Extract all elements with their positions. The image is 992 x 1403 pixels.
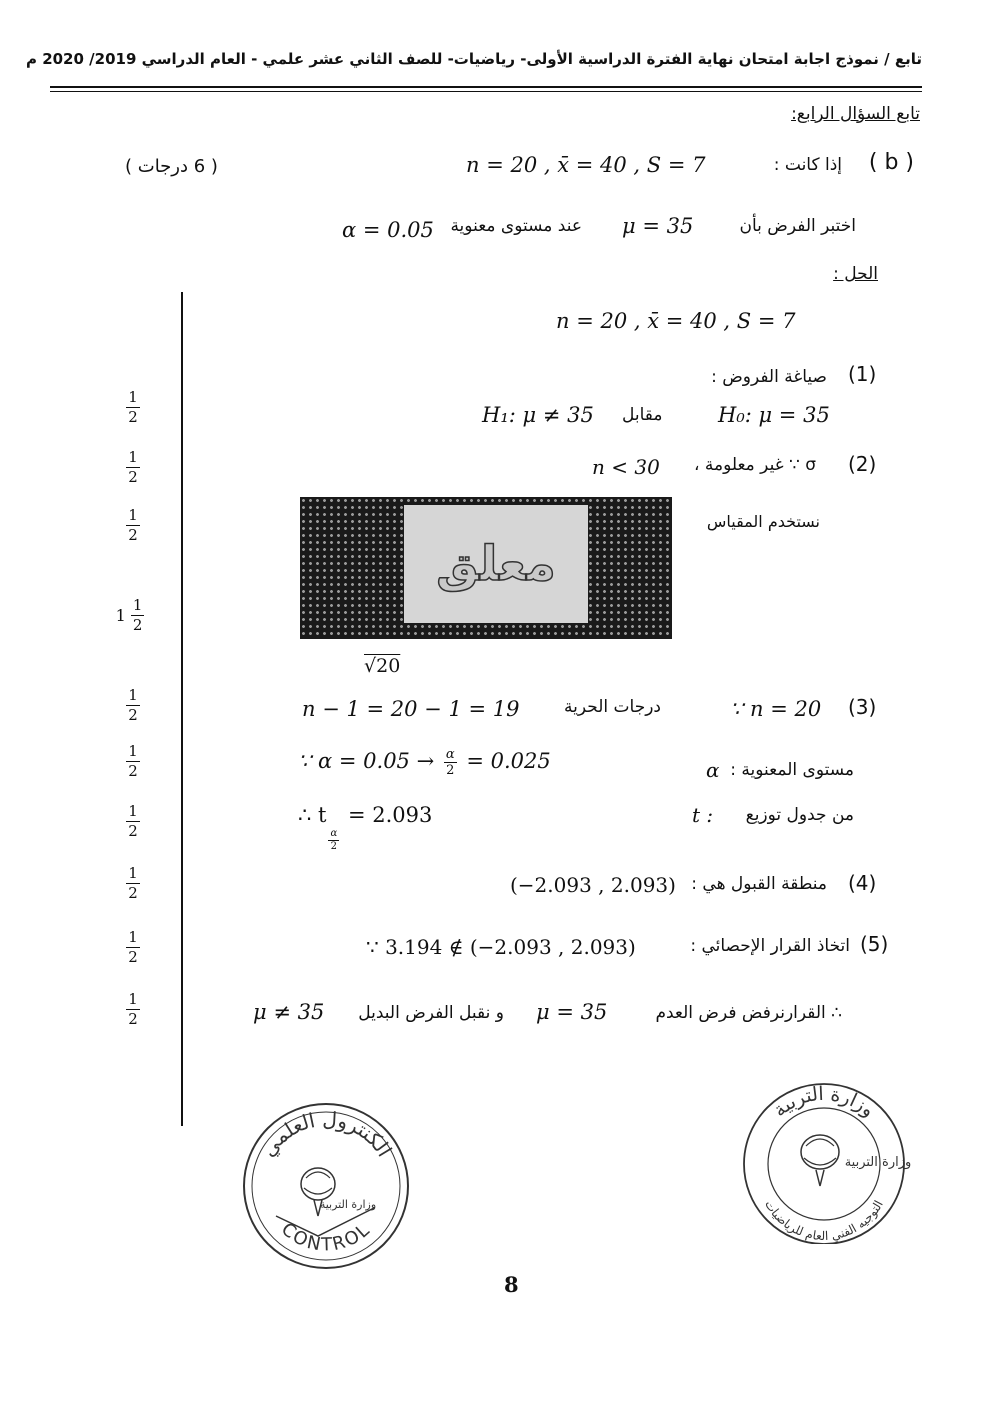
t-sub-den: 2 — [330, 841, 338, 852]
question-alpha: α = 0.05 — [342, 218, 434, 242]
t-subscript-fraction — [328, 829, 339, 852]
grade-2: $\frac{1}{2}$ — [128, 448, 138, 486]
step2-use: نستخدم المقياس — [706, 512, 820, 531]
page-number: 8 — [504, 1272, 519, 1297]
step5-number: (5) — [860, 932, 889, 956]
alpha-half-fraction — [444, 748, 457, 777]
redaction-label: معلق — [436, 536, 556, 592]
conclusion-mu: μ = 35 — [536, 1000, 608, 1024]
solution-label: الحل : — [833, 264, 878, 284]
step1-text: صياغة الفروض : — [711, 367, 827, 387]
redaction-block — [300, 497, 672, 639]
t-prefix: ∴ t — [298, 803, 327, 827]
alpha-symbol: α — [706, 758, 720, 782]
question-marks: ( 6 درجات ) — [125, 156, 218, 177]
svg-text:وزارة التربية — [769, 1083, 879, 1121]
control-stamp — [236, 1096, 416, 1274]
ministry-stamp-top-text: وزارة التربية — [768, 1082, 880, 1122]
control-stamp-ministry-text: وزارة التربية — [319, 1198, 377, 1211]
step2-text: σ ∵ غير معلومة ، — [693, 455, 816, 475]
grade-4: 1 $\frac{1}{2}$ — [115, 596, 143, 634]
h0: H₀: μ = 35 — [718, 403, 830, 427]
h1: H₁: μ ≠ 35 — [482, 403, 594, 427]
sqrt-20: √20 — [364, 655, 401, 677]
step4-interval: (−2.093 , 2.093) — [510, 873, 676, 897]
step3-df: n − 1 = 20 − 1 = 19 — [302, 697, 520, 721]
ministry-stamp-inner-text: وزارة التربية — [844, 1155, 912, 1170]
control-stamp-top-text: الكنترول العلمي — [255, 1106, 397, 1161]
alpha-given: ∵ α = 0.05 → — [298, 749, 435, 773]
grade-1: $\frac{1}{2}$ — [128, 388, 138, 426]
t-critical — [298, 803, 432, 852]
control-stamp-bottom-text: CONTROL — [277, 1218, 375, 1256]
conclusion-mu2: μ ≠ 35 — [253, 1000, 325, 1024]
grade-7: $\frac{1}{2}$ — [128, 802, 138, 840]
grade-3: $\frac{1}{2}$ — [128, 506, 138, 544]
alpha-half-value: = 0.025 — [466, 749, 551, 773]
grade-6: $\frac{1}{2}$ — [128, 742, 138, 780]
grade-5: $\frac{1}{2}$ — [128, 686, 138, 724]
section-title: تابع السؤال الرابع: — [791, 104, 920, 124]
t-symbol: t : — [692, 803, 714, 827]
redaction-label-panel — [404, 505, 588, 623]
solution-given: n = 20 , x̄ = 40 , S = 7 — [556, 309, 796, 333]
step2-number: (2) — [848, 452, 877, 476]
question-text-2: عند مستوى معنوية — [450, 216, 582, 236]
alpha-half-num: α — [445, 747, 455, 762]
step3-n: ∵ n = 20 — [730, 697, 822, 721]
conclusion-text-b: و نقبل الفرض البديل — [358, 1003, 504, 1023]
question-given-values: n = 20 , x̄ = 40 , S = 7 — [466, 153, 706, 177]
step3-text: درجات الحرية — [564, 697, 661, 717]
versus-label: مقابل — [622, 405, 663, 425]
t-sub-num: α — [330, 828, 338, 839]
svg-text:الكنترول العلمي — [256, 1107, 397, 1162]
question-mu: μ = 35 — [622, 214, 694, 238]
step1-number: (1) — [848, 362, 877, 386]
header-rule-2 — [50, 91, 922, 92]
grade-10: $\frac{1}{2}$ — [128, 990, 138, 1028]
header-rule — [50, 86, 922, 88]
step4-text: منطقة القبول هي : — [691, 874, 827, 894]
page-header: تابع / نموذج اجابة امتحان نهاية الفترة الدراسية الأولى- رياضيات- للصف الثاني عشر علمي - العام الدراسي 2019/ 2020 م — [25, 50, 922, 68]
conclusion-text-a: ∴ القرارنرفض فرض العدم — [655, 1003, 842, 1023]
question-b-label: ( b ) — [868, 150, 914, 175]
question-text-1: اختبر الفرض بأن — [739, 216, 856, 236]
ministry-stamp — [728, 1074, 918, 1244]
t-value: = 2.093 — [347, 803, 433, 827]
emblem-icon — [801, 1135, 839, 1186]
step2-condition: n < 30 — [592, 455, 660, 479]
ministry-stamp-bottom-text: التوجيه الفني العام للرياضيات — [762, 1197, 886, 1244]
grade-9: $\frac{1}{2}$ — [128, 928, 138, 966]
question-given-prefix: إذا كانت : — [773, 155, 842, 175]
grade-8: $\frac{1}{2}$ — [128, 864, 138, 902]
t-text: من جدول توزيع — [745, 805, 854, 825]
step4-number: (4) — [848, 871, 877, 895]
alpha-text: مستوى المعنوية : — [730, 760, 854, 780]
step5-decision: ∵ 3.194 ∉ (−2.093 , 2.093) — [366, 935, 636, 959]
alpha-math — [298, 748, 551, 777]
step3-number: (3) — [848, 695, 877, 719]
step5-text: اتخاذ القرار الإحصائي : — [690, 936, 850, 956]
alpha-half-den: 2 — [446, 763, 455, 778]
margin-rule — [181, 292, 183, 1126]
